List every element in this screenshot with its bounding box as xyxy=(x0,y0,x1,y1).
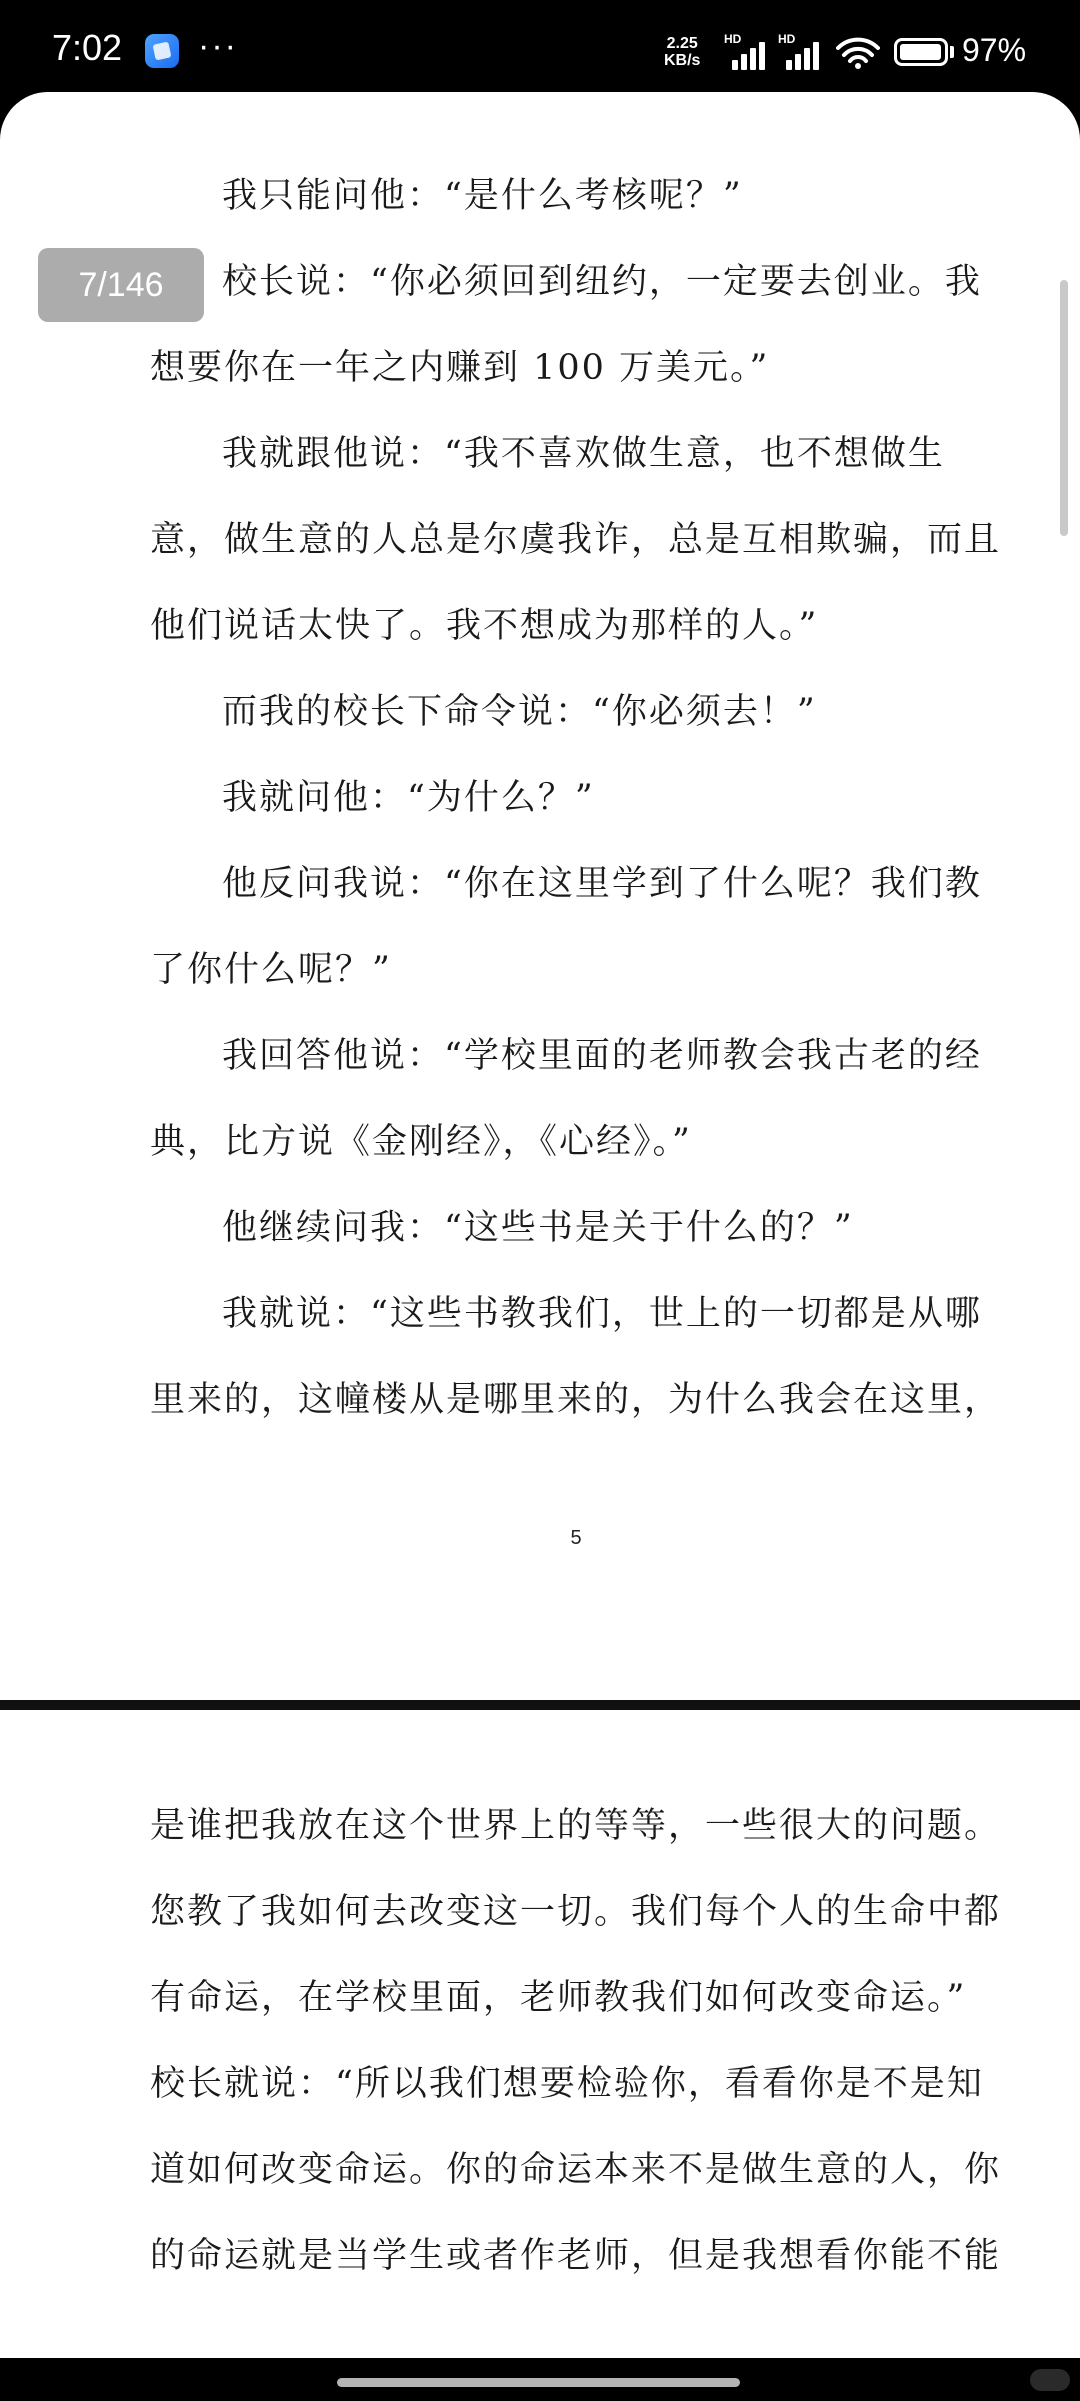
network-speed-unit: KB/s xyxy=(664,52,701,69)
page-number: 5 xyxy=(570,1527,582,1549)
text-line: 他继续问我：“这些书是关于什么的？” xyxy=(222,1208,854,1248)
text-line: 我就问他：“为什么？” xyxy=(222,778,595,818)
battery-icon xyxy=(894,38,948,66)
hd-label: HD xyxy=(778,32,796,46)
text-line: 想要你在一年之内赚到 100 万美元。” xyxy=(150,348,770,388)
wifi-icon xyxy=(836,36,880,70)
status-time: 7:02 xyxy=(52,27,123,68)
text-line: 您教了我如何去改变这一切。我们每个人的生命中都 xyxy=(150,1892,1002,1932)
text-line: 而我的校长下命令说：“你必须去！” xyxy=(222,692,817,732)
page-counter-badge: 7/146 xyxy=(38,248,204,322)
battery-tip xyxy=(950,46,954,58)
battery-fill xyxy=(900,44,941,60)
network-speed xyxy=(664,35,700,69)
signal-icon xyxy=(724,34,772,70)
text-line: 的命运就是当学生或者作老师，但是我想看你能不能 xyxy=(150,2236,1002,2276)
hd-label: HD xyxy=(724,32,742,46)
text-line: 校长就说：“所以我们想要检验你，看看你是不是知 xyxy=(150,2064,984,2104)
battery-percent: 97% xyxy=(962,32,1027,68)
page-divider xyxy=(0,1700,1080,1710)
text-line: 他们说话太快了。我不想成为那样的人。” xyxy=(150,606,819,646)
text-line: 是谁把我放在这个世界上的等等，一些很大的问题。 xyxy=(150,1806,1002,1846)
text-line: 道如何改变命运。你的命运本来不是做生意的人，你 xyxy=(150,2150,1002,2190)
scrollbar[interactable] xyxy=(1060,280,1068,536)
status-bar xyxy=(0,0,1080,95)
text-line: 了你什么呢？” xyxy=(150,950,392,990)
text-line: 我就说：“这些书教我们，世上的一切都是从哪 xyxy=(222,1294,982,1334)
network-speed-value: 2.25 xyxy=(666,35,698,52)
text-line: 我只能问他：“是什么考核呢？” xyxy=(222,176,743,216)
text-line: 我回答他说：“学校里面的老师教会我古老的经 xyxy=(222,1036,982,1076)
text-line: 意，做生意的人总是尔虞我诈，总是互相欺骗，而且 xyxy=(150,520,1002,560)
watermark-badge xyxy=(1030,2369,1070,2391)
text-line: 我就跟他说：“我不喜欢做生意，也不想做生 xyxy=(222,434,945,474)
app-notification-icon xyxy=(145,34,179,68)
text-line: 校长说：“你必须回到纽约，一定要去创业。我 xyxy=(222,262,982,302)
more-notifications-icon: ··· xyxy=(198,27,238,65)
signal-icon xyxy=(778,34,826,70)
text-line: 典，比方说《金刚经》，《心经》。” xyxy=(150,1122,692,1162)
text-line: 有命运，在学校里面，老师教我们如何改变命运。” xyxy=(150,1978,967,2018)
text-line: 里来的，这幢楼从是哪里来的，为什么我会在这里， xyxy=(150,1380,1002,1420)
text-line: 他反问我说：“你在这里学到了什么呢？我们教 xyxy=(222,864,982,904)
home-gesture-handle[interactable] xyxy=(337,2378,740,2387)
